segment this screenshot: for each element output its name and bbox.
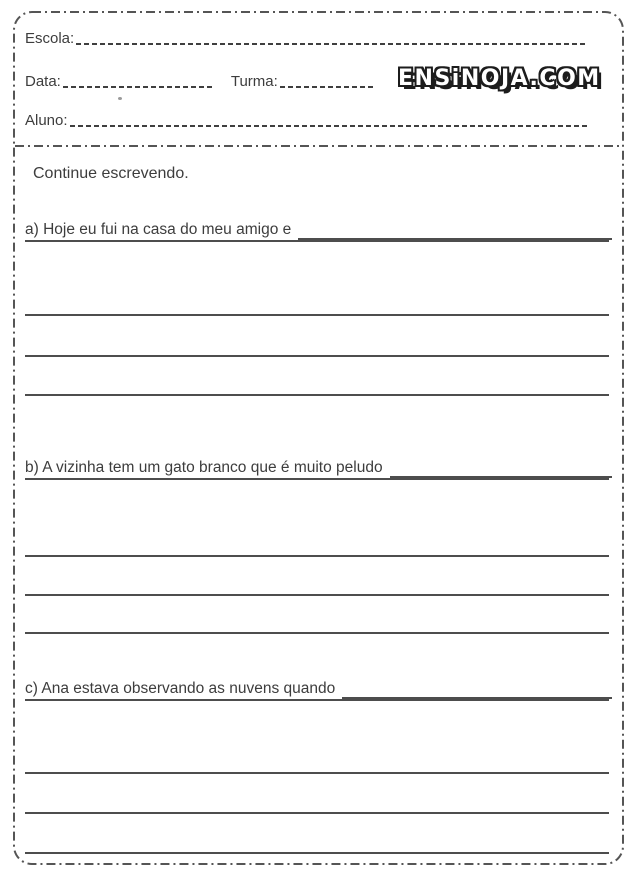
- escola-blank-line: [76, 43, 585, 45]
- writing-line: [25, 852, 609, 854]
- writing-line: [25, 240, 609, 242]
- aluno-label: Aluno:: [25, 112, 68, 129]
- escola-field-row: [25, 29, 585, 48]
- writing-line: [25, 394, 609, 396]
- data-turma-field-row: [25, 72, 390, 91]
- writing-line: [25, 314, 609, 316]
- instruction-text: Continue escrevendo.: [33, 165, 189, 182]
- writing-line: [25, 594, 609, 596]
- prompt-c-text: c) Ana estava observando as nuvens quando: [25, 680, 336, 697]
- writing-line: [25, 355, 609, 357]
- turma-blank-line: [280, 86, 376, 88]
- escola-label: Escola:: [25, 30, 75, 47]
- writing-line: [25, 812, 609, 814]
- prompt-b-row: [25, 457, 612, 478]
- prompt-c-row: [25, 678, 612, 699]
- writing-line: [25, 478, 609, 480]
- prompt-a-text: a) Hoje eu fui na casa do meu amigo e: [25, 221, 292, 238]
- scan-speck: [118, 97, 122, 100]
- aluno-blank-line: [70, 125, 588, 127]
- prompt-section-a: [25, 219, 612, 399]
- prompt-section-c: [25, 678, 612, 858]
- prompt-a-row: [25, 219, 612, 240]
- writing-line: [25, 699, 609, 701]
- data-blank-line: [63, 86, 213, 88]
- ensinoja-logo: ENSiNOJA.COM: [398, 66, 601, 91]
- writing-line: [25, 555, 609, 557]
- prompt-b-text: b) A vizinha tem um gato branco que é muito peludo: [25, 459, 383, 476]
- data-label: Data:: [25, 73, 61, 90]
- writing-line: [25, 632, 609, 634]
- aluno-field-row: [25, 111, 588, 130]
- turma-label: Turma:: [230, 73, 278, 90]
- writing-line: [25, 772, 609, 774]
- prompt-section-b: [25, 457, 612, 637]
